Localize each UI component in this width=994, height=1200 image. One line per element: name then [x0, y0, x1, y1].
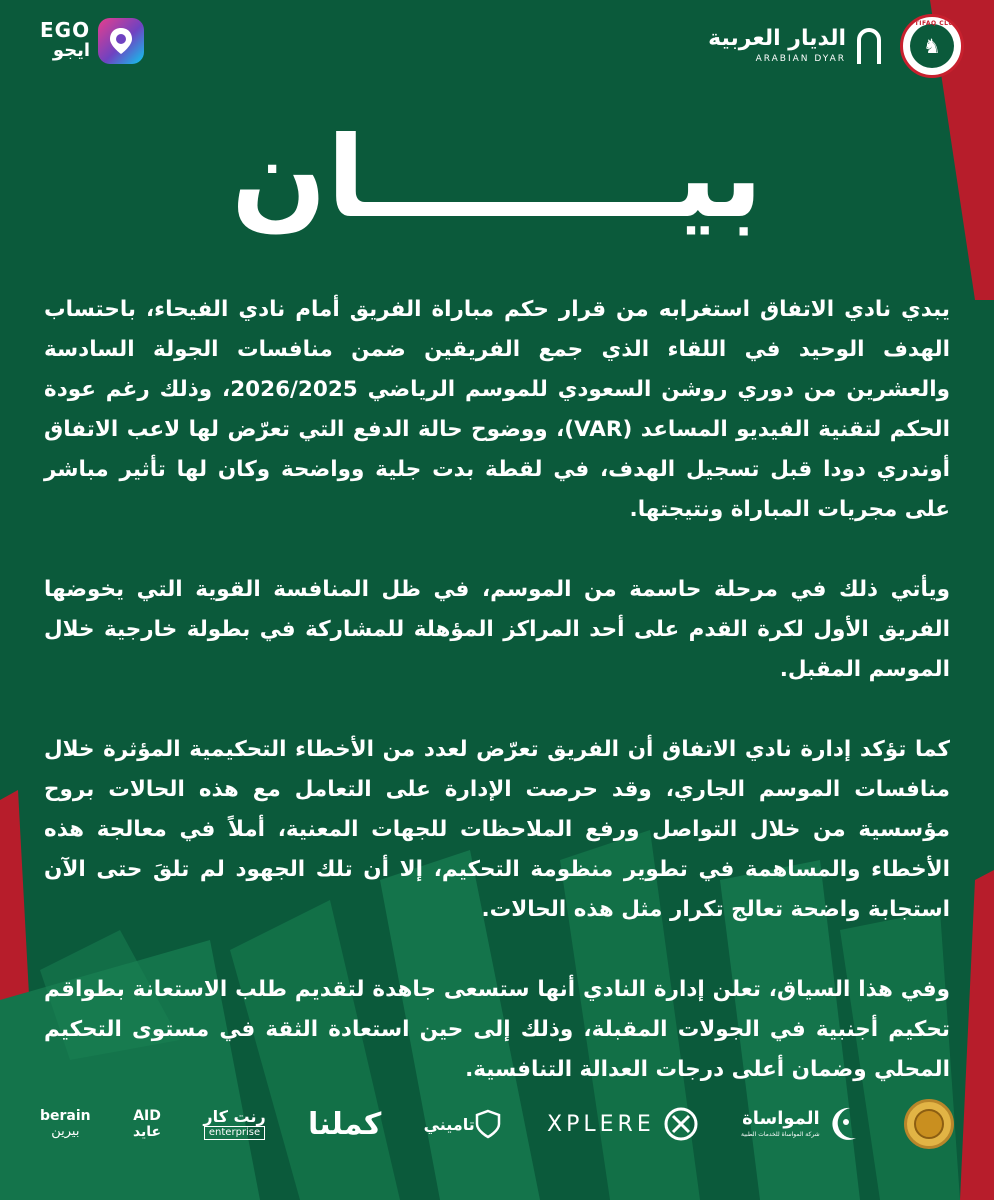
- sponsors-footer: [40, 1082, 954, 1166]
- statement-body: [44, 290, 950, 1130]
- location-pin-icon: [98, 18, 144, 64]
- ego-name-ar: ايجو: [52, 40, 91, 61]
- ego-logo: [40, 16, 144, 66]
- club-badge-text: ETTIFAQ CLUB: [905, 20, 959, 27]
- header: [0, 0, 994, 90]
- tamini-logo: [424, 1109, 505, 1139]
- arabian-dyar-logo: [708, 20, 882, 70]
- mowasat-name: المواساة: [742, 1108, 820, 1129]
- enterprise-name-en: enterprise: [204, 1126, 265, 1140]
- gold-emblem-logo: [904, 1099, 954, 1149]
- enterprise-logo: [203, 1108, 265, 1140]
- dyar-name-ar: الديار العربية: [708, 26, 846, 51]
- berain-name-en: berain: [40, 1108, 91, 1124]
- kamlna-logo: [308, 1107, 381, 1142]
- gold-emblem-icon: [904, 1099, 954, 1149]
- dyar-name-en: ARABIAN DYAR: [755, 54, 846, 64]
- statement-paragraph-4: وفي هذا السياق، تعلن إدارة النادي أنها ستسعى جاهدة لتقديم طلب الاستعانة بطواقم تحكيم أجنبية في الجولات المقبلة، وذلك إلى حين استعادة الثقة في مستوى التحكيم المحلي وضمان أعلى درجات العدالة التنافسية.: [44, 977, 950, 1082]
- shield-icon: [475, 1109, 501, 1139]
- statement-paragraph-2: ويأتي ذلك في مرحلة حاسمة من الموسم، في ظل المنافسة القوية التي يخوضها الفريق الأول لكرة القدم على أحد المراكز المؤهلة للمشاركة في بطولة خارجية خلال الموسم المقبل.: [44, 577, 950, 682]
- page-title: بيــــــــان: [231, 113, 763, 243]
- mowasat-subtitle: شركة المواساة للخدمات الطبية: [741, 1131, 820, 1138]
- tamini-name: تاميني: [423, 1114, 475, 1134]
- xplere-logo: [547, 1106, 699, 1142]
- berain-name-ar: بيرين: [51, 1124, 80, 1139]
- aid-name-ar: عايد: [132, 1124, 162, 1140]
- enterprise-name-ar: رنت كار: [203, 1107, 266, 1126]
- statement-paragraph-3: كما تؤكد إدارة نادي الاتفاق أن الفريق تعرّض لعدد من الأخطاء التحكيمية المؤثرة خلال منافسات الموسم الجاري، وقد حرصت الإدارة على التعامل مع هذه الحالات بروح مؤسسية من خلال التواصل ورفع الملاحظات للجهات المعنية، أملاً في معالجة هذه الأخطاء والمساهمة في تطوير منظومة التحكيم، إلا أن تلك الجهود لم تلقَ حتى الآن استجابة واضحة تعالج تكرار مثل هذه الحالات.: [44, 737, 950, 922]
- mowasat-logo: [741, 1104, 862, 1144]
- ego-name-en: EGO: [40, 18, 91, 42]
- xplere-name: XPLERE: [547, 1111, 655, 1137]
- kamlna-name: كملنا: [307, 1106, 382, 1142]
- statement-paragraph-1: يبدي نادي الاتفاق استغرابه من قرار حكم مباراة الفريق أمام نادي الفيحاء، باحتساب الهدف الوحيد في اللقاء الذي جمع الفريقين ضمن منافسات الجولة السادسة والعشرين من دوري روشن السعودي للموسم الرياضي 2026/2025، وذلك رغم عودة الحكم لتقنية الفيديو المساعد (VAR)، ووضوح حالة الدفع التي تعرّض لها لاعب الاتفاق أوندري دودا قبل تسجيل الهدف، في لقطة بدت جلية وواضحة وكان لها تأثير مباشر على مجريات المباراة ونتيجتها.: [44, 297, 950, 522]
- arch-icon: [856, 26, 882, 64]
- aid-name-en: AID: [133, 1108, 161, 1124]
- berain-logo: [40, 1109, 91, 1139]
- aid-logo: [133, 1108, 161, 1140]
- crescent-icon: [826, 1104, 862, 1144]
- xplere-mark-icon: [663, 1106, 699, 1142]
- ettifaq-club-badge-icon: [900, 14, 964, 78]
- horse-icon: ♞: [910, 24, 954, 68]
